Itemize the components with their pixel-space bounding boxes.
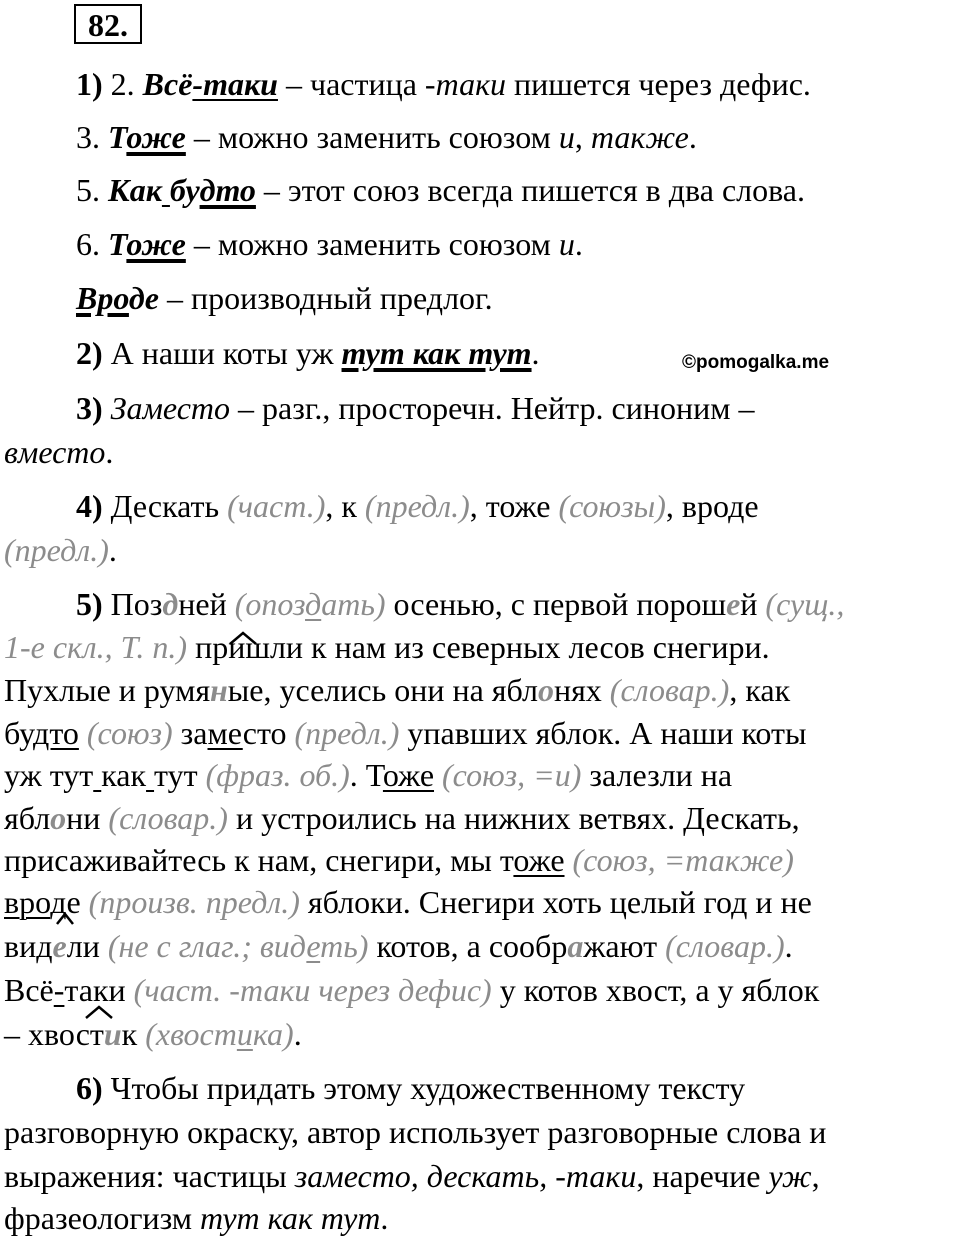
- part5-line2: 1-е скл., Т. п.) пришли к нам из северных лесов снегири.: [4, 629, 770, 665]
- part1-line1: 1) 2. Всё-таки – частица -таки пишется через дефис.: [76, 66, 811, 102]
- part5-line1: 5) Поздней (опоздать) осенью, с первой порошей (сущ.,: [76, 586, 845, 622]
- part5-line9: видели (не с глаг.; видеть) котов, а соображают (словар.).: [4, 928, 793, 964]
- part2-label: 2): [76, 335, 103, 371]
- part4-line1: 4) Дескать (част.), к (предл.), тоже (союзы), вроде: [76, 488, 759, 524]
- part4-line2: (предл.).: [4, 532, 117, 568]
- part6-line3: выражения: частицы заместо, дескать, -таки, наречие уж,: [4, 1158, 820, 1194]
- part5-line8: вроде (произв. предл.) яблоки. Снегири хоть целый год и не: [4, 884, 812, 920]
- part6-label: 6): [76, 1070, 103, 1106]
- root-tick-mark: [55, 912, 75, 926]
- part4-label: 4): [76, 488, 103, 524]
- part5-line11: – хвостик (хвостика).: [4, 1016, 302, 1052]
- part3-label: 3): [76, 390, 103, 426]
- part5-label: 5): [76, 586, 103, 622]
- watermark: ©pomogalka.me: [682, 352, 830, 373]
- part1-line2: 3. Тоже – можно заменить союзом и, также.: [76, 119, 697, 155]
- part6-line1: 6) Чтобы придать этому художественному тексту: [76, 1070, 746, 1106]
- prefix-arc-mark: [228, 630, 258, 646]
- part5-line5: уж тут как тут (фраз. об.). Тоже (союз, =и) залезли на: [4, 757, 733, 793]
- exercise-number: 82.: [74, 4, 142, 44]
- part1-label: 1): [76, 66, 103, 102]
- part5-line10: Всё-таки (част. -таки через дефис) у котов хвост, а у яблок: [4, 972, 820, 1008]
- part1-line5: Вроде – производный предлог.: [76, 280, 493, 316]
- part1-line4: 6. Тоже – можно заменить союзом и.: [76, 226, 583, 262]
- part3-line2: вместо.: [4, 434, 114, 470]
- part3-line1: 3) Заместо – разг., просторечн. Нейтр. синоним –: [76, 390, 755, 426]
- part5-line4: будто (союз) заместо (предл.) упавших яблок. А наши коты: [4, 715, 807, 751]
- part5-line3: Пухлые и румяные, уселись они на яблонях (словар.), как: [4, 672, 791, 708]
- part2-line: 2) А наши коты уж тут как тут.: [76, 335, 540, 371]
- part6-line4: фразеологизм тут как тут.: [4, 1200, 389, 1236]
- part5-line6: яблони (словар.) и устроились на нижних ветвях. Дескать,: [4, 800, 800, 836]
- idiom-phrase: тут как тут: [341, 335, 532, 371]
- part6-line2: разговорную окраску, автор использует разговорные слова и: [4, 1114, 827, 1150]
- part1-line3: 5. Как будто – этот союз всегда пишется в два слова.: [76, 172, 805, 208]
- part5-line7: присаживайтесь к нам, снегири, мы тоже (союз, =также): [4, 842, 794, 878]
